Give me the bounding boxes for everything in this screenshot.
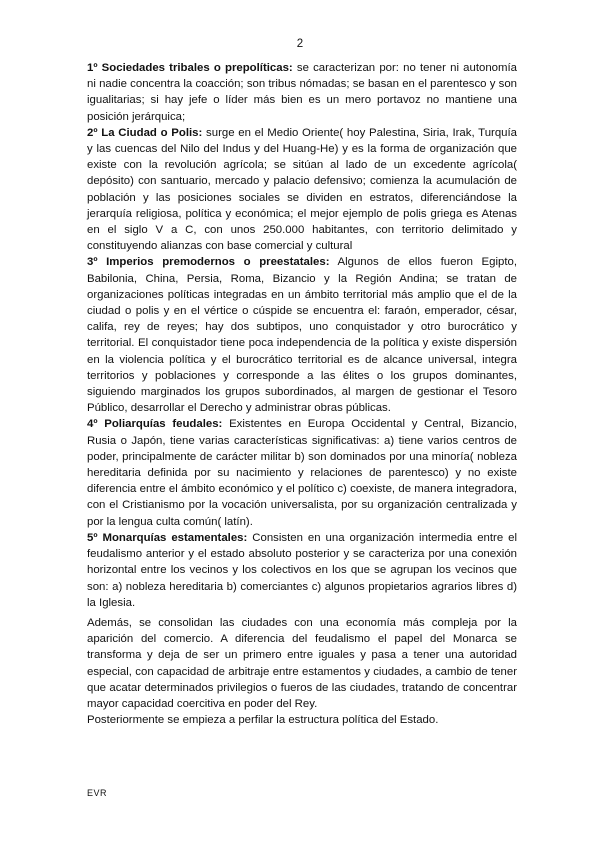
section-body: Consisten en una organización intermedia entre el feudalismo anterior y el estado absoluto posterior y se caracteriza por una conexión horizontal entre los vecinos y los colectivos en los que se agrupan los vecinos que son: a) nobleza hereditaria b) comerciantes c) algunos propietarios agrarios libres d) la Iglesia. xyxy=(87,531,517,609)
paragraph-posteriormente: Posteriormente se empieza a perfilar la estructura política del Estado. xyxy=(87,714,439,727)
page-number: 2 xyxy=(296,38,304,50)
section-3 xyxy=(87,254,517,416)
section-heading: 5º Monarquías estamentales: xyxy=(87,531,248,544)
section-heading: 2º La Ciudad o Polis: xyxy=(87,126,203,139)
section-body: surge en el Medio Oriente( hoy Palestina, Siria, Irak, Turquía y las cuencas del Nilo del Indus y del Huang-He) y es la forma de organización que existe con la revolución agrícola; se sitúan al lado de un excedente agrícola( depósito) con santuario, mercado y palacio defensivo; comienza la acumulación de población y las posiciones sociales se dividen en estratos, diferenciándose la jerarquía religiosa, política y económica; el mejor ejemplo de polis griega es Atenas en el siglo V a C, con unos 250.000 habitantes, con territorio delimitado y constituyendo alianzas con base comercial y cultural xyxy=(87,126,517,253)
section-heading: 4º Poliarquías feudales: xyxy=(87,418,223,431)
section-1 xyxy=(87,60,517,125)
section-body: Algunos de ellos fueron Egipto, Babilonia, China, Persia, Roma, Bizancio y la Región Andina; se tratan de organizaciones políticas integradas en un ámbito territorial más amplio que el de la ciudad o polis y en el vértice o cúspide se encuentra el: faraón, emperador, césar, califa, rey de reyes; hay dos subtipos, uno conquistador y otro burocrático y territorial. El conquistador tiene poca independencia de la política y existe dispersión en la violencia política y el burocrático territorial es de alcance universal, integra territorios y poblaciones y corresponde a las élites o los grupos dominantes, siguiendo marginados los grupos subordinados, al margen de gestionar el Tesoro Público, desarrollar el Derecho y administrar obras públicas. xyxy=(87,256,518,415)
section-5 xyxy=(87,530,517,611)
section-2 xyxy=(87,125,517,255)
document-body xyxy=(87,60,517,728)
paragraph-ademas: Además, se consolidan las ciudades con una economía más compleja por la aparición del comercio. A diferencia del feudalismo el papel del Monarca se transforma y deja de ser un primero entre iguales y pasa a tener una autoridad especial, con capacidad de arbitraje entre estamentos y ciudades, a cambio de tener que acatar determinados privilegios o fueros de las ciudades, tratando de concentrar mayor capacidad coercitiva en poder del Rey. xyxy=(87,616,517,710)
section-4 xyxy=(87,416,517,529)
section-body: Existentes en Europa Occidental y Central, Bizancio, Rusia o Japón, tiene varias características significativas: a) tiene varios centros de poder, principalmente de carácter militar b) son dominados por una minoría( nobleza hereditaria definida por su nacimiento y relaciones de parentesco) y no existe diferencia entre el ámbito económico y el político c) coexiste, de manera integradora, con el Cristianismo por la vocación universalista, por su organización centralizada y por la lengua culta común( latín). xyxy=(87,418,518,528)
section-heading: 3º Imperios premodernos o preestatales: xyxy=(87,256,330,269)
footer-initials: EVR xyxy=(87,788,108,798)
section-heading: 1º Sociedades tribales o prepolíticas: xyxy=(87,62,293,74)
section-body: se caracterizan por: no tener ni autonomía ni nadie concentra la coacción; son tribus nómadas; se basan en el parentesco y son igualitarias; si hay jefe o líder más bien es un mero portavoz no mantiene una posición jerárquica; xyxy=(87,62,517,123)
